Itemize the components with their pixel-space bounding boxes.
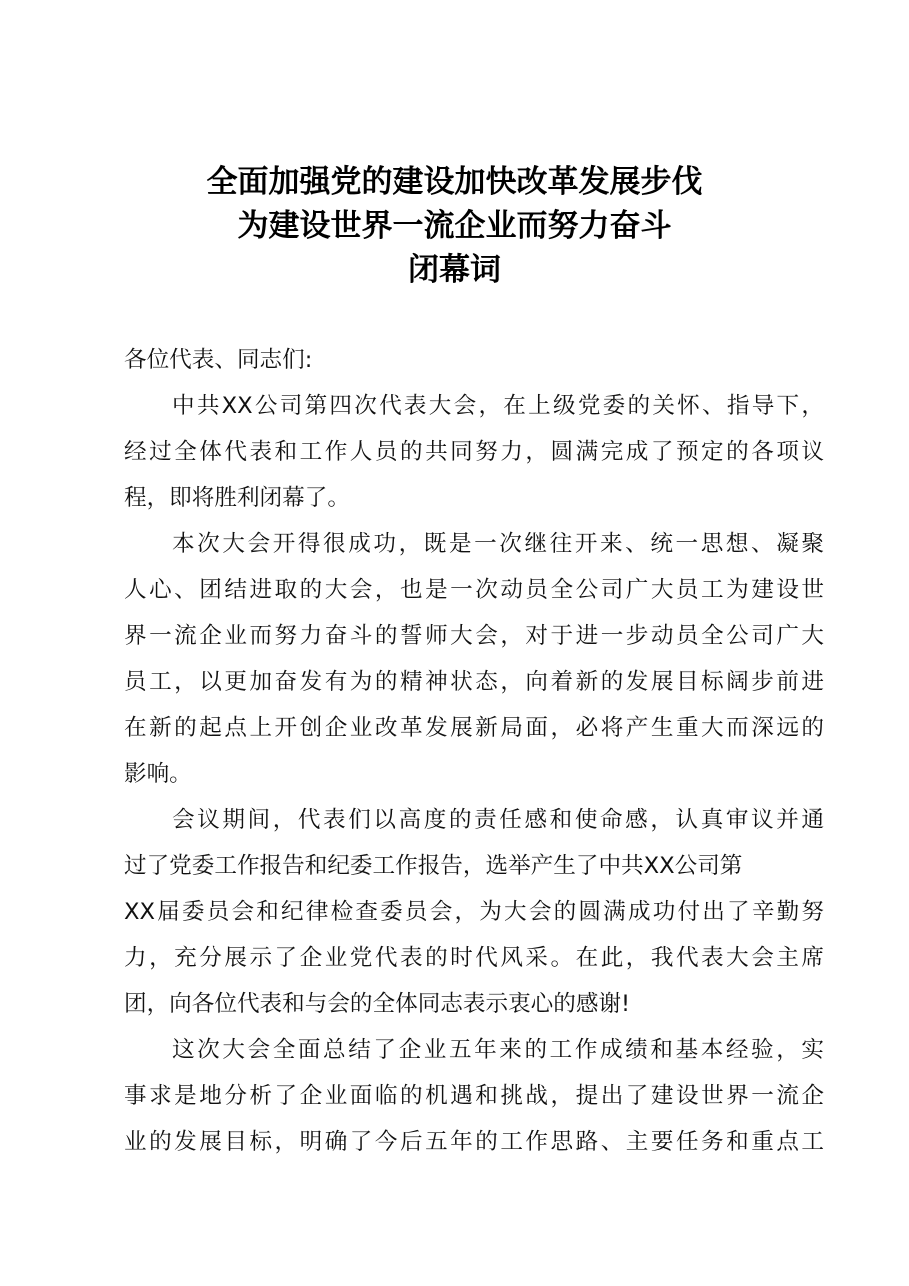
paragraph-line: 员工，以更加奋发有为的精神状态，向着新的发展目标阔步前进 [124, 669, 824, 695]
title-line-3: 闭幕词 [408, 252, 501, 288]
paragraph-2 [124, 521, 824, 797]
paragraph-line: 这次大会全面总结了企业五年来的工作成绩和基本经验，实 [172, 1037, 824, 1063]
paragraph-line: 本次大会开得很成功，既是一次继往开来、统一思想、凝聚 [172, 531, 824, 557]
paragraph-3 [124, 797, 824, 1027]
paragraph-line: 人心、团结进取的大会，也是一次动员全公司广大员工为建设世 [124, 577, 824, 603]
paragraph-line: 会议期间，代表们以高度的责任感和使命感，认真审议并通 [172, 807, 824, 833]
title-line-1: 全面加强党的建设加快改革发展步伐 [206, 164, 703, 200]
document-title [0, 160, 909, 292]
paragraph-line: 过了党委工作报告和纪委工作报告，选举产生了中共XX公司第 [124, 853, 743, 879]
paragraph-line: 业的发展目标，明确了今后五年的工作思路、主要任务和重点工 [124, 1129, 824, 1155]
document-body [124, 337, 824, 1165]
paragraph-line: 影响。 [124, 761, 192, 787]
paragraph-1 [124, 383, 824, 521]
paragraph-line: 程，即将胜利闭幕了。 [124, 485, 350, 511]
paragraph-line: 界一流企业而努力奋斗的誓师大会，对于进一步动员全公司广大 [124, 623, 824, 649]
paragraph-line: 经过全体代表和工作人员的共同努力，圆满完成了预定的各项议 [124, 439, 824, 465]
title-line-2: 为建设世界一流企业而努力奋斗 [237, 208, 672, 244]
paragraph-line: 在新的起点上开创企业改革发展新局面，必将产生重大而深远的 [124, 715, 824, 741]
paragraph-4 [124, 1027, 824, 1165]
paragraph-line: 团，向各位代表和与会的全体同志表示衷心的感谢! [124, 991, 631, 1017]
paragraph-line: 事求是地分析了企业面临的机遇和挑战，提出了建设世界一流企 [124, 1083, 824, 1109]
paragraph-line: 中共XX公司第四次代表大会，在上级党委的关怀、指导下， [172, 393, 824, 419]
paragraph-line: 力，充分展示了企业党代表的时代风采。在此，我代表大会主席 [124, 945, 824, 971]
paragraph-line: XX届委员会和纪律检查委员会，为大会的圆满成功付出了辛勤努 [124, 899, 824, 925]
greeting: 各位代表、同志们: [124, 347, 313, 373]
